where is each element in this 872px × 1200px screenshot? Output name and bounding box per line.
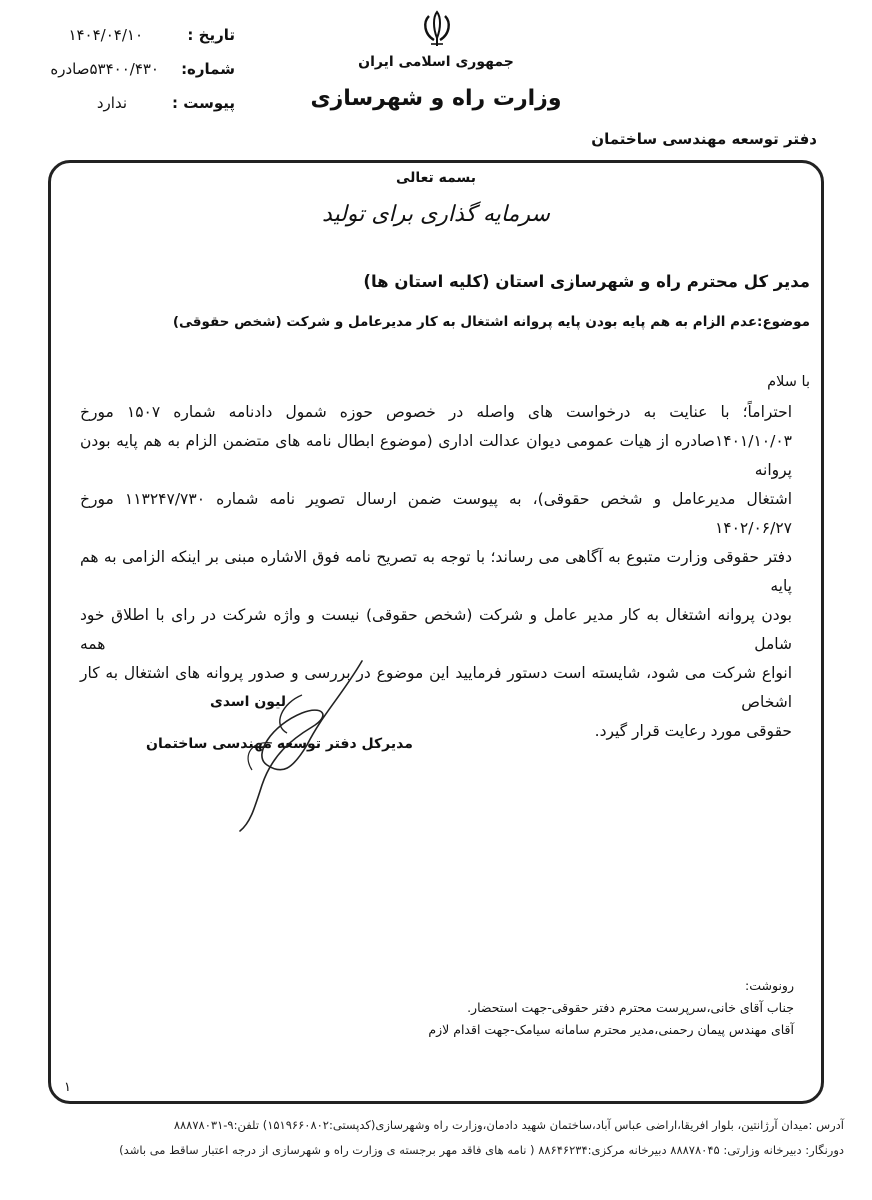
date-row [30,26,235,44]
body-line: بودن پروانه اشتغال به کار مدیر عامل و شرکت (شخص حقوقی) نیست و واژه شرکت در رای با اطلاق خود شامل همه [80,606,792,653]
date-value: ۱۴۰۴/۰۴/۱۰ [68,26,143,44]
footer-fax: دورنگار: دبیرخانه وزارتی: ۸۸۸۷۸۰۴۵ دبیرخانه مرکزی:۸۸۶۴۶۲۳۴ ( نامه های فاقد مهر برجسته ی وزارت راه و شهرسازی از درجه اعتبار ساقط می باشد) [119,1143,844,1157]
greeting: با سلام [767,374,810,390]
attachment-value: ندارد [96,94,127,112]
body-paragraph [80,398,792,746]
body-line: انواع شرکت می شود، شایسته است دستور فرمایید این موضوع در بررسی و صدور پروانه های اشتغال به کار اشخاص [80,664,792,711]
date-label: تاریخ : [187,26,235,44]
subject: موضوع:عدم الزام به هم پایه بودن پایه پروانه اشتغال به کار مدیرعامل و شرکت (شخص حقوقی) [172,314,810,330]
attachment-label: پیوست : [171,94,235,112]
number-label: شماره: [181,60,235,78]
iran-emblem-icon [420,8,454,48]
cc-title: رونوشت: [745,978,794,993]
body-line: دفتر حقوقی وزارت متبوع به آگاهی می رساند؛ با توجه به تصریح نامه فوق الاشاره مبنی بر اینکه الزامی به هم پایه [80,548,792,595]
body-line: اشتغال مدیرعامل و شخص حقوقی)، به پیوست ضمن ارسال تصویر نامه شماره ۱۱۳۲۴۷/۷۳۰ مورخ ۱۴۰۲/۰۶/۲۷ [80,490,792,537]
handwritten-signature [212,655,372,835]
ministry-name: وزارت راه و شهرسازی [310,86,562,111]
office-name: دفتر توسعه مهندسی ساختمان [591,130,817,148]
number-value: ۵۳۴۰۰/۴۳۰صادره [50,60,159,78]
number-row [30,60,235,78]
body-line: حقوقی مورد رعایت قرار گیرد. [594,722,792,740]
signer-title: مدیرکل دفتر توسعه مهندسی ساختمان [146,736,413,752]
page-number: ۱ [64,1080,71,1095]
cc-line: آقای مهندس پیمان رحمنی،مدیر محترم سامانه سیامک-جهت اقدام لازم [428,1022,794,1037]
country-name: جمهوری اسلامی ایران [358,54,514,70]
recipient: مدیر کل محترم راه و شهرسازی استان (کلیه استان ها) [363,272,810,291]
cc-line: جناب آقای خانی،سرپرست محترم دفتر حقوقی-جهت استحضار. [467,1000,794,1015]
attachment-row [30,94,235,112]
body-line: احتراماً؛ با عنایت به درخواست های واصله در خصوص حوزه شمول دادنامه شماره ۱۵۰۷ مورخ [80,403,792,421]
signer-name: لیون اسدی [210,694,287,710]
slogan: سرمایه گذاری برای تولید [322,202,550,227]
footer-address: آدرس :میدان آرژانتین، بلوار افریقا،اراضی عباس آباد،ساختمان شهید دادمان،وزارت راه وشهرسازی(کدپستی:۱۵۱۹۶۶۰۸۰۲) تلفن:۹-۸۸۸۷۸۰۳۱ [173,1118,844,1132]
invocation: بسمه تعالی [395,170,477,186]
body-line: ۱۴۰۱/۱۰/۰۳صادره از هیات عمومی دیوان عدالت اداری (موضوع ابطال نامه های متضمن الزام به هم پایه بودن پروانه [80,432,792,479]
